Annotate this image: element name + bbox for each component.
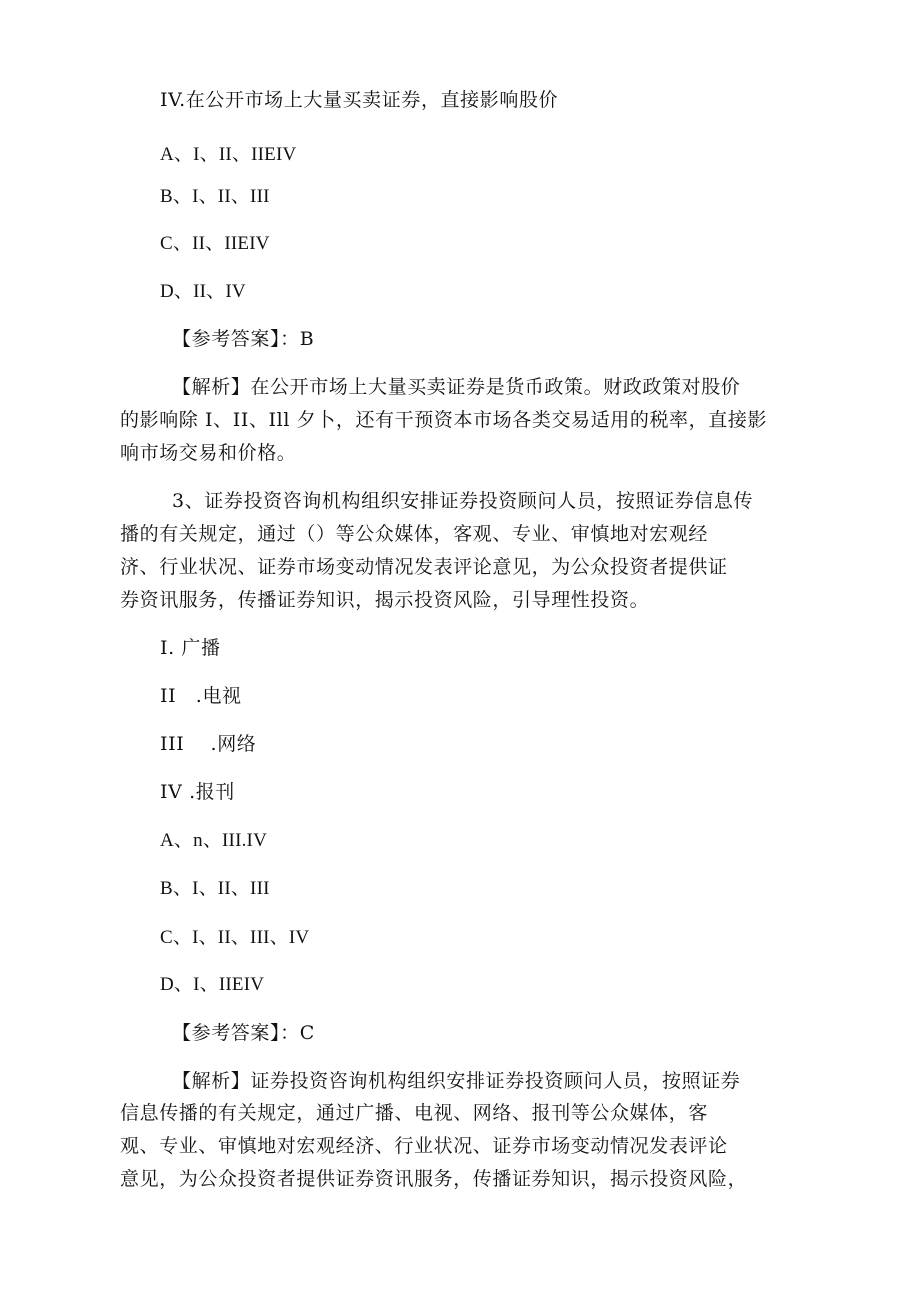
analysis-line: 响市场交易和价格。 (120, 442, 297, 464)
analysis-line: 信息传播的有关规定，通过广播、电视、网络、报刊等公众媒体，客 (120, 1102, 709, 1124)
statement-i: I. 广播 (160, 637, 221, 659)
option-a: A、I、II、IIEIV (160, 144, 297, 165)
analysis-line: 【解析】证券投资咨询机构组织安排证券投资顾问人员，按照证券 (172, 1070, 741, 1092)
statement-ii: II .电视 (160, 685, 242, 707)
question-stem-line: 播的有关规定，通过（）等公众媒体，客观、专业、审慎地对宏观经 (120, 523, 709, 545)
analysis-line: 意见，为公众投资者提供证券资讯服务，传播证券知识，揭示投资风险， (120, 1168, 748, 1190)
option-b: B、I、II、III (160, 878, 270, 899)
option-a: A、n、III.IV (160, 830, 268, 851)
reference-answer: 【参考答案】：C (172, 1022, 315, 1044)
statement-iv: IV.在公开市场上大量买卖证券，直接影响股价 (160, 89, 559, 111)
question-stem-line: 3、证券投资咨询机构组织安排证券投资顾问人员，按照证券信息传 (172, 490, 754, 512)
reference-answer: 【参考答案】：B (172, 328, 315, 350)
option-c: C、I、II、III、IV (160, 927, 310, 948)
analysis-line: 观、专业、审慎地对宏观经济、行业状况、证券市场变动情况发表评论 (120, 1135, 728, 1157)
statement-iii: III .网络 (160, 733, 257, 755)
option-d: D、I、IIEIV (160, 974, 265, 995)
option-c: C、II、IIEIV (160, 233, 270, 254)
option-d: D、II、IV (160, 281, 246, 302)
statement-iv: IV .报刊 (160, 781, 235, 803)
question-stem-line: 券资讯服务，传播证券知识，揭示投资风险，引导理性投资。 (120, 589, 650, 611)
analysis-line: 【解析】在公开市场上大量买卖证券是货币政策。财政政策对股价 (172, 376, 741, 398)
analysis-line: 的影响除 I、II、Ill 夕卜，还有干预资本市场各类交易适用的税率，直接影 (120, 409, 768, 431)
option-b: B、I、II、III (160, 186, 270, 207)
question-stem-line: 济、行业状况、证券市场变动情况发表评论意见，为公众投资者提供证 (120, 556, 728, 578)
